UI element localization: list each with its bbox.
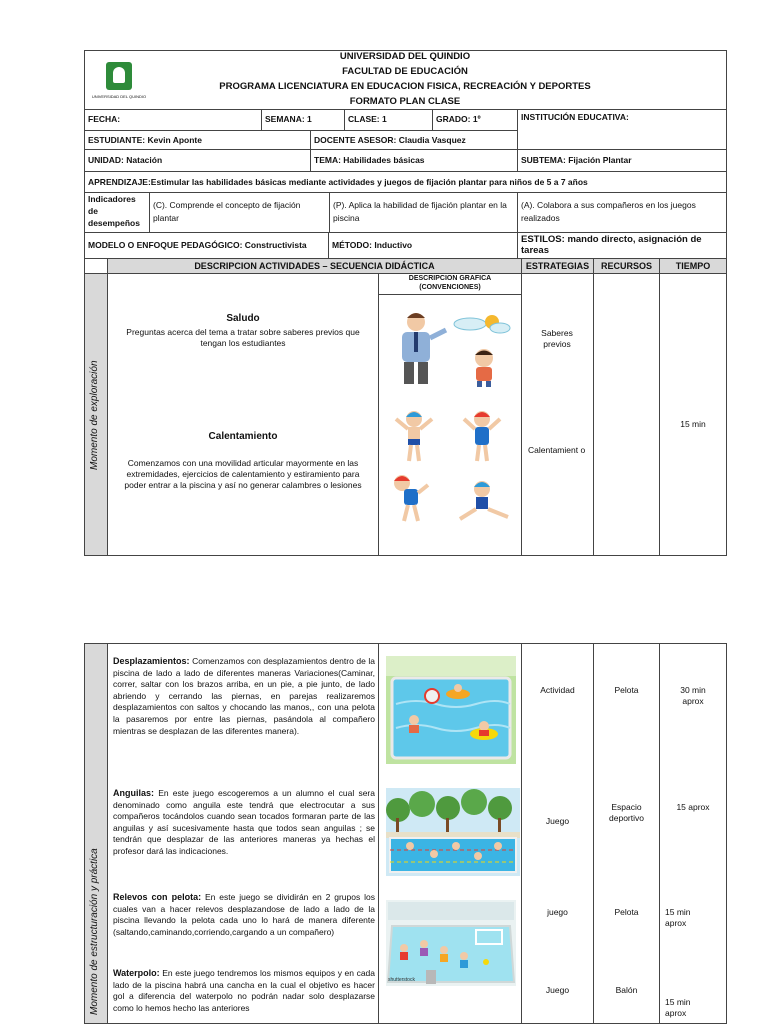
desplazamientos-text (113, 656, 375, 737)
indicador-p: (P). Aplica la habilidad de fijación plantar en la piscina (333, 200, 507, 223)
semana-label: SEMANA: 1 (265, 114, 312, 124)
anguilas-title: Anguilas: (113, 788, 155, 798)
act3-recurso: Pelota (614, 907, 639, 917)
grado-label: GRADO: 1º (436, 114, 481, 124)
waterpolo-body: En este juego tendremos los mismos equipos y en cada lado de la piscina habrá una cancha en la cual el objetivo es hacer gol a diferencia del waterpolo no podrán nadar solo desplazarse como lo hemos hecho las anteriores (113, 968, 375, 1013)
fecha-label: FECHA: (88, 114, 121, 124)
modelo-label: MODELO O ENFOQUE PEDAGÓGICO: Constructivista (88, 240, 307, 250)
grafica-header: DESCRIPCION GRAFICA (CONVENCIONES) (408, 275, 492, 291)
descripcion-header: DESCRIPCION ACTIVIDADES – SECUENCIA DIDÁCTICA (194, 261, 435, 271)
act1-estrategia: Actividad (540, 685, 575, 695)
relevos-text (113, 892, 375, 938)
relevos-body: En este juego se dividirán en 2 grupos los cuales van a hacer relevos desplazandose de lado a lado de la piscina llevando la pelota cada uno lo hará de manera diferente (saltando,caminando,corriendo,cargando a un compañero) (113, 892, 375, 937)
subtema-label: SUBTEMA: Fijación Plantar (521, 155, 632, 165)
header-line-2: FACULTAD DE EDUCACIÓN (342, 66, 468, 77)
estrategia-calentamiento: Calentamient o (528, 445, 586, 455)
estrategia-saberes: Saberes previos (541, 328, 573, 349)
header-line-4: FORMATO PLAN CLASE (349, 96, 461, 107)
waterpolo-title: Waterpolo: (113, 968, 160, 978)
tiempo-exploracion: 15 min (680, 419, 706, 429)
act2-estrategia: Juego (545, 816, 570, 826)
recursos-header: RECURSOS (600, 261, 652, 271)
saludo-text: Preguntas acerca del tema a tratar sobre saberes previos que tengan los estudiantes (126, 327, 360, 348)
indicador-c: (C). Comprende el concepto de fijación plantar (153, 200, 301, 223)
tiempo-exploracion-cell (659, 273, 727, 556)
act2-recurso: Espacio deportivo (609, 802, 644, 823)
act2-tiempo: 15 aprox (676, 802, 710, 812)
aprendizaje-label: APRENDIZAJE:Estimular las habilidades básicas mediante actividades y juegos de fijación plantar para niños de 5 a 7 años (88, 177, 588, 187)
tema-label: TEMA: Habilidades básicas (314, 155, 425, 165)
act1-recurso: Pelota (614, 685, 639, 695)
pool-play-illustration (386, 656, 516, 764)
university-logo (106, 62, 132, 90)
header-line-3: PROGRAMA LICENCIATURA EN EDUCACION FISICA, RECREACIÓN Y DEPORTES (219, 81, 591, 92)
indicador-a: (A). Colabora a sus compañeros en los juegos realizados (521, 200, 696, 223)
pool-relevos-illustration (386, 900, 516, 986)
institucion-label: INSTITUCIÓN EDUCATIVA: (521, 112, 629, 122)
shutterstock-watermark: shutterstock (388, 977, 415, 983)
act3-estrategia: juego (547, 907, 568, 917)
swimmers-warmup-illustration (384, 405, 518, 525)
desplazamientos-body: Comenzamos con desplazamientos dentro de la piscina de lado a lado de diferentes maneras Variaciones(Caminar, correr, saltar con los brazos arriba, en un pie, a pie junto, de lado abriendo y cerrando las piernas, en parejas realizaremos desplazamientos con saltos y chocando las manos,, con una pelota la pasaremos por entre las piernas, pasándola al compañero mientras se desplazan de las diferentes manera). (113, 656, 375, 736)
calentamiento-text: Comenzamos con una movilidad articular mayormente en las extremidades, ejercicios de calentamiento y estiramiento para poder entrar a la piscina y así no generar calambres o lesiones (124, 458, 362, 490)
recursos-estructuracion-cell (593, 643, 660, 1024)
act4-tiempo: 15 min aprox (665, 997, 691, 1018)
logo-shape (113, 67, 125, 83)
estilos-label: ESTILOS: mando directo, asignación de tareas (521, 234, 702, 256)
momento-exploracion-label: Momento de exploración (89, 360, 100, 470)
saludo-title: Saludo (226, 313, 260, 324)
calentamiento-title: Calentamiento (208, 431, 278, 442)
act3-tiempo: 15 min aprox (665, 907, 691, 928)
desplazamientos-title: Desplazamientos: (113, 656, 190, 666)
metodo-label: MÉTODO: Inductivo (332, 240, 413, 250)
estrategias-estructuracion-cell (521, 643, 594, 1024)
recursos-exploracion-cell (593, 273, 660, 556)
unidad-label: UNIDAD: Natación (88, 155, 163, 165)
act1-tiempo: 30 min aprox (680, 685, 706, 706)
header-line-1: UNIVERSIDAD DEL QUINDIO (339, 51, 471, 62)
relevos-title: Relevos con pelota: (113, 892, 202, 902)
estrategias-header: ESTRATEGIAS (525, 261, 590, 271)
momento-estructuracion-label: Momento de estructuración y práctica (89, 848, 100, 1015)
tiempo-header: TIEMPO (675, 261, 711, 271)
pool-anguilas-illustration (386, 788, 520, 876)
anguilas-body: En este juego escogeremos a un alumno el cual sera denominado como anguila este tendrá que electrocutar a sus compañeros tocándolos cuando sean tocados formaran parte de las anguilas y así sucesivamente hasta que todos sean anguilas ; se tendrán que desplazar de las anteriores maneras ya hechas el profesor dará las indicaciones. (113, 788, 375, 856)
momento-header-cell (84, 258, 108, 274)
waterpolo-text (113, 968, 375, 1014)
act4-recurso: Balón (615, 985, 638, 995)
clase-label: CLASE: 1 (348, 114, 387, 124)
docente-label: DOCENTE ASESOR: Claudia Vasquez (314, 135, 466, 145)
estudiante-label: ESTUDIANTE: Kevin Aponte (88, 135, 202, 145)
indicadores-label: Indicadores de desempeños (88, 194, 140, 228)
act4-estrategia: Juego (545, 985, 570, 995)
logo-caption: UNIVERSIDAD DEL QUINDIO (91, 94, 147, 99)
teacher-child-illustration (382, 304, 522, 388)
estrategias-exploracion-cell (521, 273, 594, 556)
anguilas-text (113, 788, 375, 858)
